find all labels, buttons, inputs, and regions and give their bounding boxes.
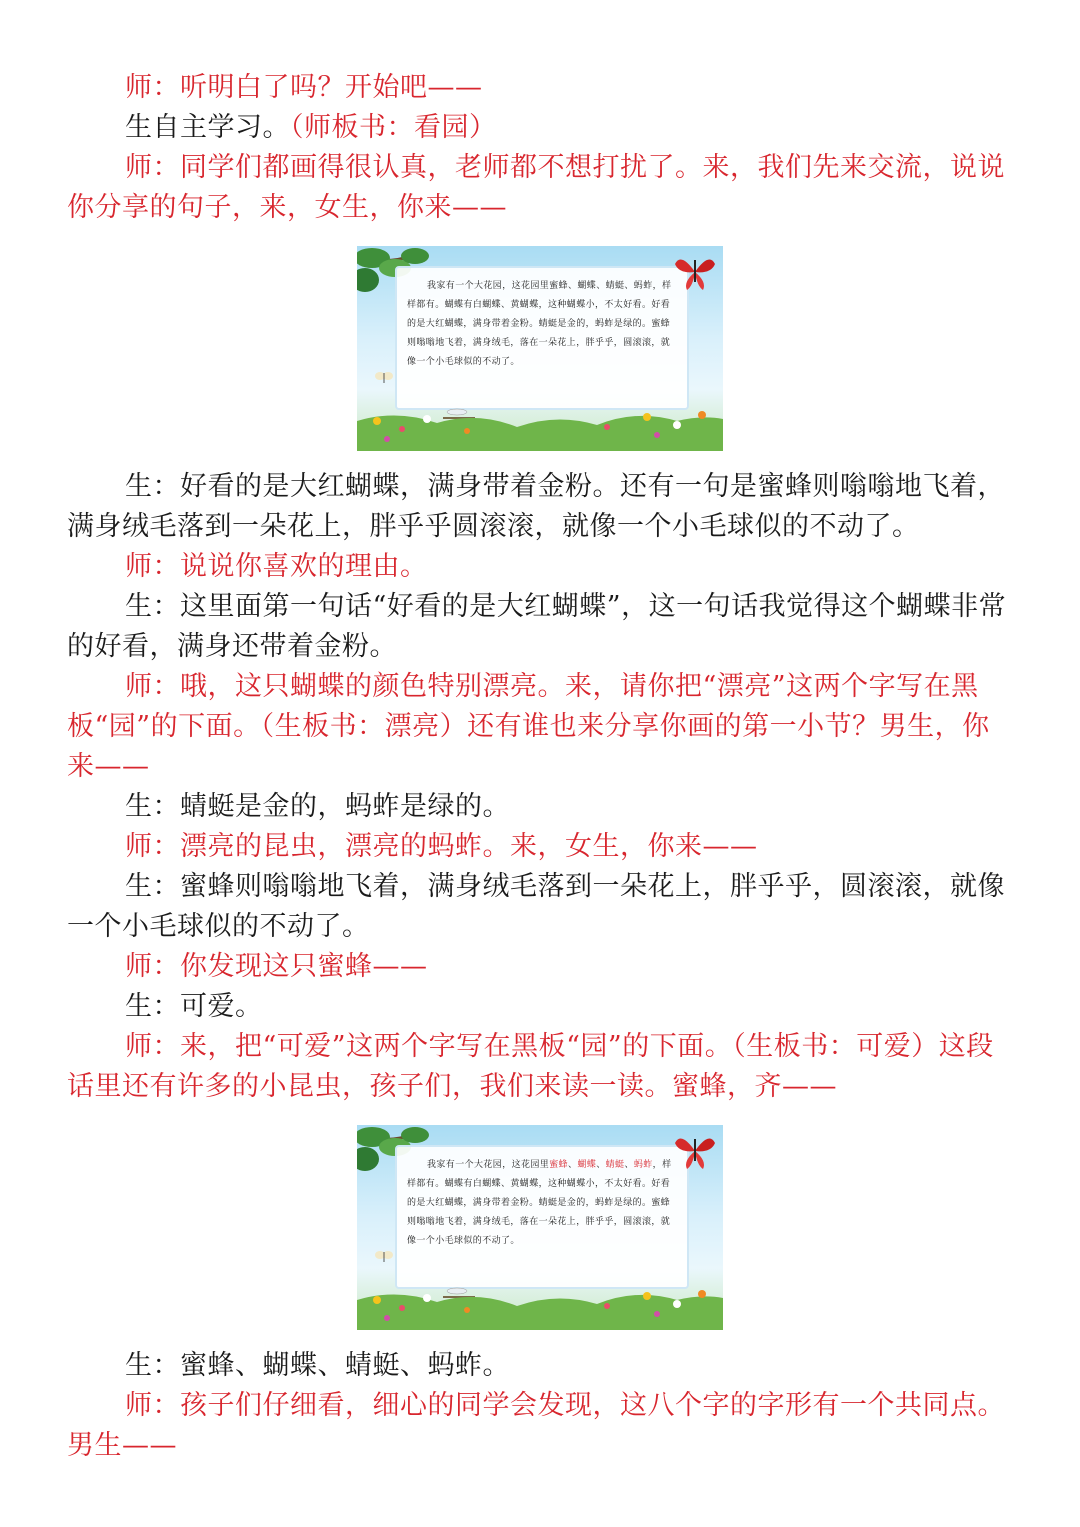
student-line: 生：好看的是大红蝴蝶，满身带着金粉。还有一句是蜜蜂则嗡嗡地飞着，满身绒毛落到一朵花上，胖乎乎圆滚滚，就像一个小毛球似的不动了。 [67,471,1005,542]
teacher-line: 师：你发现这只蜜蜂—— [125,951,428,982]
student-line [67,108,1013,148]
teacher-line: 师：哦，这只蝴蝶的颜色特别漂亮。来，请你把“漂亮”这两个字写在黑板“园”的下面。（生板书：漂亮）还有谁也来分享你画的第一小节？男生，你来—— [67,671,990,782]
teacher-line: 师：孩子们仔细看，细心的同学会发现，这八个字的字形有一个共同点。男生—— [67,1390,1005,1461]
student-line: 生：可爱。 [125,991,263,1022]
teacher-line: 师：来，把“可爱”这两个字写在黑板“园”的下面。（生板书：可爱）这段话里还有许多的小昆虫，孩子们，我们来读一读。蜜蜂，齐—— [67,1031,994,1102]
text-slide-2 [357,1125,723,1330]
highlight-word: 蜻蜓 [605,1160,625,1170]
student-line: 生：蜜蜂则嗡嗡地飞着，满身绒毛落到一朵花上，胖乎乎，圆滚滚，就像一个小毛球似的不动了。 [67,871,1005,942]
highlight-word: 蝴蝶 [577,1160,597,1170]
text-slide-1 [357,246,723,451]
highlight-word: 蚂蚱 [633,1160,653,1170]
student-line: 生：这里面第一句话“好看的是大红蝴蝶”，这一句话我觉得这个蝴蝶非常的好看，满身还带着金粉。 [67,591,1007,662]
red-butterfly-icon [673,1131,717,1171]
red-butterfly-icon [673,252,717,292]
slide-passage [407,1156,677,1251]
separator: 、 [596,1160,606,1170]
flowers-icon [357,1270,723,1330]
slide-passage: 我家有一个大花园，这花园里蜜蜂、蝴蝶、蜻蜓、蚂蚱，样样都有。蝴蝶有白蝴蝶、黄蝴蝶，这种蝴蝶小，不太好看。好看的是大红蝴蝶，满身带着金粉。蜻蜓是金的，蚂蚱是绿的。蜜蜂则嗡嗡地飞着，满身绒毛，落在一朵花上，胖乎乎，圆滚滚，就像一个小毛球似的不动了。 [407,281,672,367]
student-line: 生：蜻蜓是金的，蚂蚱是绿的。 [125,791,510,822]
passage-text: ，样样都有。蝴蝶有白蝴蝶、黄蝴蝶，这种蝴蝶小，不太好看。好看的是大红蝴蝶，满身带着金粉。蜻蜓是金的，蚂蚱是绿的。蜜蜂则嗡嗡地飞着，满身绒毛，落在一朵花上，胖乎乎，圆滚滚，就像一个小毛球似的不动了。 [407,1160,672,1246]
teacher-line: 师：听明白了吗？开始吧—— [125,72,483,103]
teacher-line: 师：漂亮的昆虫，漂亮的蚂蚱。来，女生，你来—— [125,831,758,862]
small-butterfly-icon [375,370,393,386]
lesson-transcript [67,68,1013,1466]
passage-text: 我家有一个大花园，这花园里 [427,1160,550,1170]
blackboard-note: （师板书：看园） [290,112,497,143]
flowers-icon [357,391,723,451]
highlight-word: 蜜蜂 [549,1160,569,1170]
separator: 、 [624,1160,634,1170]
small-butterfly-icon [375,1249,393,1265]
student-line: 生：蜜蜂、蝴蝶、蜻蜓、蚂蚱。 [125,1350,510,1381]
separator: 、 [568,1160,578,1170]
teacher-line: 师：说说你喜欢的理由。 [125,551,428,582]
student-text: 生自主学习。 [125,112,290,143]
teacher-line: 师：同学们都画得很认真，老师都不想打扰了。来，我们先来交流，说说你分享的句子，来，女生，你来—— [67,152,1005,223]
